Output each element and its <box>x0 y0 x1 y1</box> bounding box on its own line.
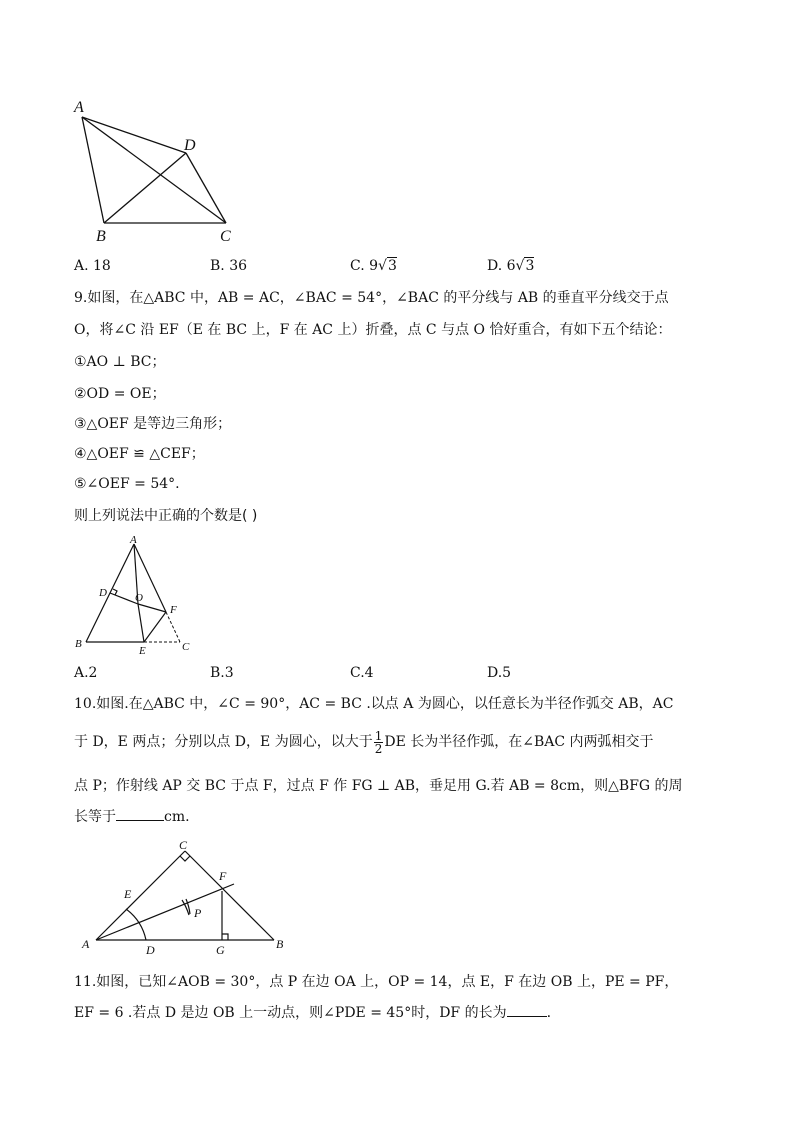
q10-line-2-end: DE 长为半径作弧，在∠BAC 内两弧相交于 <box>384 734 654 750</box>
q9-line-1: 9.如图，在△ABC 中，AB = AC，∠BAC = 54°，∠BAC 的平分线与 AB 的垂直平分线交于点 <box>74 290 669 306</box>
label-a: A <box>74 99 84 116</box>
label-d: D <box>184 137 196 154</box>
right-angle-mark-c <box>180 856 190 861</box>
q9-conclusion-3: ③△OEF 是等边三角形； <box>74 416 232 432</box>
fraction-one-half <box>374 730 384 755</box>
q9-option-d[interactable]: D.5 <box>487 665 512 681</box>
q9-option-b[interactable]: B.3 <box>210 665 234 681</box>
q9-conclusion-2: ②OD = OE； <box>74 386 166 402</box>
dashed-segment-fc <box>166 612 180 642</box>
segment-ac <box>82 117 226 223</box>
q11-line-2 <box>74 1002 551 1023</box>
q10-line-4 <box>74 806 190 827</box>
label-f: F <box>170 604 177 616</box>
q8-option-a[interactable]: A. 18 <box>74 258 111 274</box>
q8-option-c-radicand: 3 <box>387 258 397 274</box>
label-c: C <box>220 228 231 245</box>
q11-line-2-start: EF = 6 .若点 D 是边 OB 上一动点，则∠PDE = 45°时，DF 的长为 <box>74 1005 507 1021</box>
label-e: E <box>139 645 146 657</box>
q11-line-1: 11.如图，已知∠AOB = 30°，点 P 在边 OA 上，OP = 14，点 E，F 在边 OB 上，PE = PF， <box>74 974 679 990</box>
label-c: C <box>182 641 190 653</box>
q9-option-a[interactable]: A.2 <box>74 665 98 681</box>
q10-line-2-start: 于 D，E 两点；分别以点 D，E 为圆心，以大于 <box>74 734 373 750</box>
segment-cb <box>185 851 274 940</box>
sqrt-sign: √ <box>515 258 525 274</box>
fraction-denominator: 2 <box>374 741 383 756</box>
label-a: A <box>82 937 90 951</box>
q10-line-3: 点 P；作射线 AP 交 BC 于点 F，过点 F 作 FG ⊥ AB，垂足用 G.若 AB = 8cm，则△BFG 的周 <box>74 778 683 794</box>
segment-ad <box>82 117 186 153</box>
segment-ef <box>144 612 166 642</box>
q10-line-2 <box>74 728 654 756</box>
figure-right-isosceles-triangle <box>76 834 296 956</box>
figure-folded-triangle <box>72 534 202 658</box>
q8-option-d[interactable] <box>487 258 534 274</box>
segment-ab <box>82 117 104 223</box>
label-f: F <box>219 869 227 883</box>
segment-ac <box>96 851 185 940</box>
q8-option-c-prefix: C. 9 <box>350 258 379 274</box>
q11-line-2-end: . <box>546 1005 552 1021</box>
fraction-numerator: 1 <box>374 728 383 743</box>
q10-line-4-start: 长等于 <box>74 809 116 825</box>
sqrt-sign: √ <box>378 258 387 274</box>
figure-quadrilateral-abcd <box>70 92 240 247</box>
label-d: D <box>146 943 155 956</box>
ray-ap <box>96 884 234 940</box>
label-b: B <box>276 937 284 951</box>
q9-conclusion-5: ⑤∠OEF = 54°. <box>74 476 180 492</box>
segment-oe <box>138 604 144 642</box>
q9-conclusion-4: ④△OEF ≌ △CEF； <box>74 446 205 462</box>
label-g: G <box>216 943 225 956</box>
q9-question: 则上列说法中正确的个数是( ) <box>74 508 258 524</box>
arc-de <box>126 909 146 940</box>
label-c: C <box>179 838 188 852</box>
q8-option-b[interactable]: B. 36 <box>210 258 248 274</box>
q11-answer-blank[interactable] <box>507 1002 547 1017</box>
q10-answer-blank[interactable] <box>116 806 164 821</box>
q10-line-1: 10.如图.在△ABC 中，∠C = 90°，AC = BC .以点 A 为圆心，以任意长为半径作弧交 AB，AC <box>74 696 674 712</box>
q8-option-d-radicand: 3 <box>525 258 535 274</box>
q9-line-2: O，将∠C 沿 EF（E 在 BC 上，F 在 AC 上）折叠，点 C 与点 O 恰好重合，有如下五个结论： <box>74 322 672 338</box>
q8-option-d-prefix: D. 6 <box>487 258 516 274</box>
segment-do <box>110 593 138 604</box>
label-p: P <box>194 906 202 920</box>
label-b: B <box>96 228 106 245</box>
label-o: O <box>135 592 143 604</box>
label-e: E <box>124 887 132 901</box>
q9-conclusion-1: ①AO ⊥ BC； <box>74 354 166 370</box>
label-b: B <box>75 638 82 650</box>
q8-option-c[interactable] <box>350 258 397 274</box>
segment-of <box>138 604 166 612</box>
label-a: A <box>130 534 137 546</box>
segment-dc <box>186 153 226 223</box>
right-angle-mark-g <box>222 934 228 940</box>
q10-line-4-end: cm. <box>164 809 190 825</box>
q9-option-c[interactable]: C.4 <box>350 665 374 681</box>
label-d: D <box>99 587 107 599</box>
